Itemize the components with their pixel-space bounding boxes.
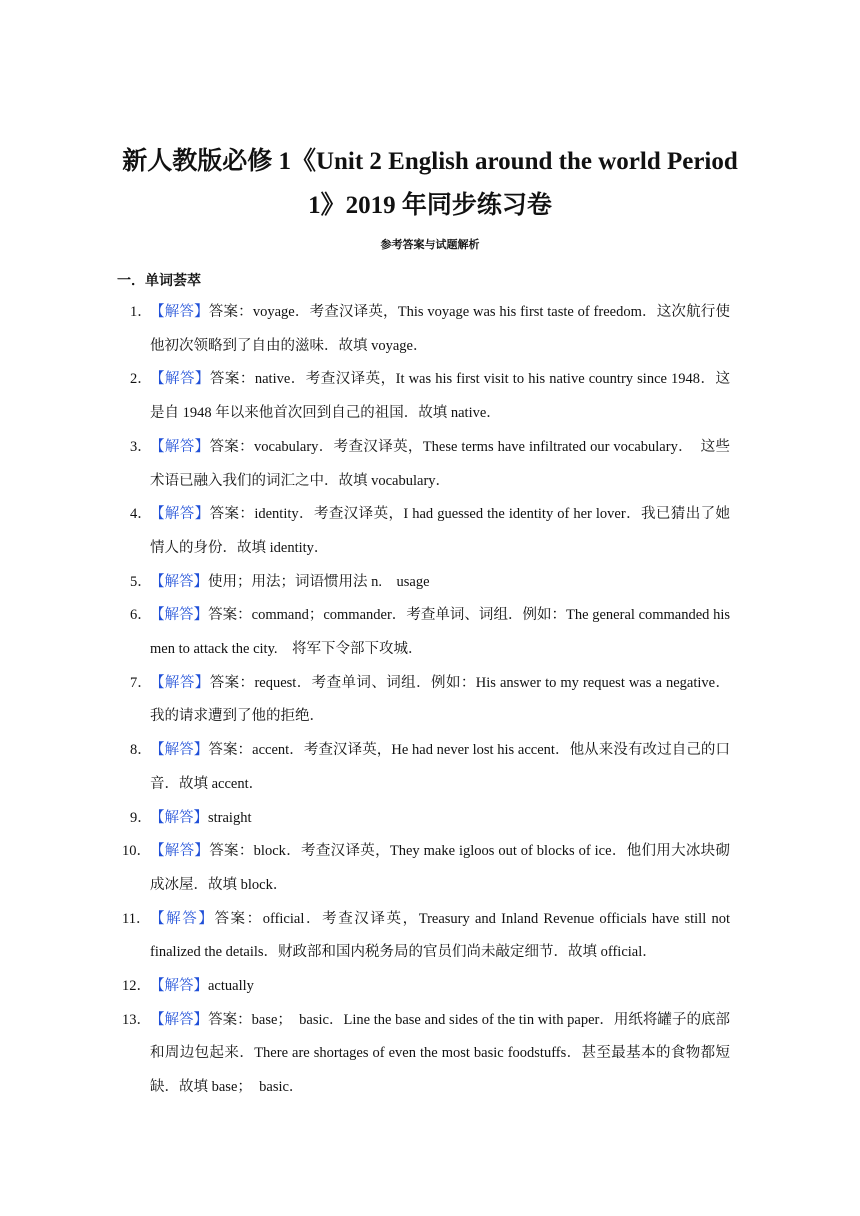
answer-text: actually — [208, 978, 254, 995]
answer-tag: 【解答】 — [150, 742, 209, 759]
item-number: 12． — [122, 978, 151, 995]
answer-text: straight — [208, 809, 252, 826]
answer-tag: 【解答】 — [150, 674, 210, 691]
item-number: 10． — [122, 843, 151, 860]
item-number: 8． — [130, 742, 152, 759]
answer-item — [130, 667, 730, 734]
answer-text: 答案：base； basic．Line the base and sides of the tin with paper．用纸将罐子的底部和周边包起来．There are shortages of even the most basic foodstuffs．甚至最基本的食物都短缺．故填 base； basic． — [150, 1011, 731, 1096]
title-line-1: 新人教版必修 1《Unit 2 English around the world Period — [122, 148, 738, 175]
answer-item — [122, 835, 730, 902]
answer-item — [130, 734, 730, 801]
item-number: 2． — [130, 371, 152, 388]
answer-text: 答案：accent．考查汉译英，He had never lost his accent．他从来没有改过自己的口音．故填 accent． — [150, 742, 730, 792]
answer-text: 答案：official．考查汉译英，Treasury and Inland Revenue officials have still not finalized the details．财政部和国内税务局的官员们尚未敲定细节．故填 official． — [150, 910, 730, 961]
answer-text: 答案：identity．考查汉译英，I had guessed the identity of her lover．我已猜出了她情人的身份．故填 identity． — [150, 506, 730, 556]
answer-item — [130, 296, 730, 363]
item-number: 6． — [130, 607, 152, 624]
answer-text: 答案：request．考查单词、词组．例如：His answer to my request was a negative．我的请求遭到了他的拒绝． — [150, 674, 731, 725]
answer-item — [130, 498, 730, 565]
answer-tag: 【解答】 — [150, 304, 209, 320]
item-number: 7． — [130, 674, 152, 691]
answer-tag: 【解答】 — [150, 573, 208, 590]
answer-list — [122, 296, 731, 1105]
answer-tag: 【解答】 — [150, 809, 208, 826]
answer-tag: 【解答】 — [150, 978, 208, 995]
item-number: 11． — [122, 910, 151, 927]
item-number: 4． — [130, 506, 152, 523]
answer-text: 使用；用法；词语惯用法 n. usage — [208, 573, 430, 590]
answer-tag: 【解答】 — [150, 371, 210, 388]
answer-tag: 【解答】 — [150, 438, 210, 455]
answer-item — [130, 599, 730, 666]
answer-item — [130, 566, 730, 600]
answer-item — [122, 1004, 731, 1105]
answer-text: 答案：native．考查汉译英，It was his first visit to his native country since 1948．这是自 1948 年以来他首次回到自己的祖国．故填 native． — [150, 371, 730, 422]
answer-text: 答案：vocabulary．考查汉译英，These terms have infiltrated our vocabulary． 这些术语已融入我们的词汇之中．故填 vocabulary． — [150, 438, 730, 489]
answer-tag: 【解答】 — [150, 506, 210, 523]
answer-tag: 【解答】 — [150, 607, 209, 624]
item-number: 13． — [122, 1011, 151, 1028]
item-number: 5． — [130, 573, 152, 590]
answer-tag: 【解答】 — [150, 843, 210, 860]
answer-tag: 【解答】 — [150, 910, 215, 927]
answer-item — [122, 970, 730, 1004]
answer-item — [130, 363, 730, 430]
answer-tag: 【解答】 — [150, 1011, 209, 1028]
answer-text: 答案：voyage．考查汉译英，This voyage was his first taste of freedom．这次航行使他初次领略到了自由的滋味．故填 voyage． — [150, 304, 731, 354]
section-heading: 一．单词荟萃 — [117, 273, 201, 289]
item-number: 3． — [130, 438, 152, 455]
item-number: 1． — [130, 304, 152, 320]
title-line-2: 1》2019 年同步练习卷 — [308, 192, 552, 219]
document-subtitle: 参考答案与试题解析 — [380, 238, 480, 251]
answer-item — [122, 903, 730, 970]
answer-item — [130, 802, 730, 836]
document-title — [110, 140, 750, 228]
answer-text: 答案：block．考查汉译英，They make igloos out of blocks of ice．他们用大冰块砌成冰屋．故填 block． — [150, 843, 730, 893]
answer-item — [130, 431, 730, 498]
answer-text: 答案：command；commander．考查单词、词组．例如：The general commanded his men to attack the city. 将军下令部下攻城． — [150, 607, 730, 658]
item-number: 9． — [130, 809, 152, 826]
